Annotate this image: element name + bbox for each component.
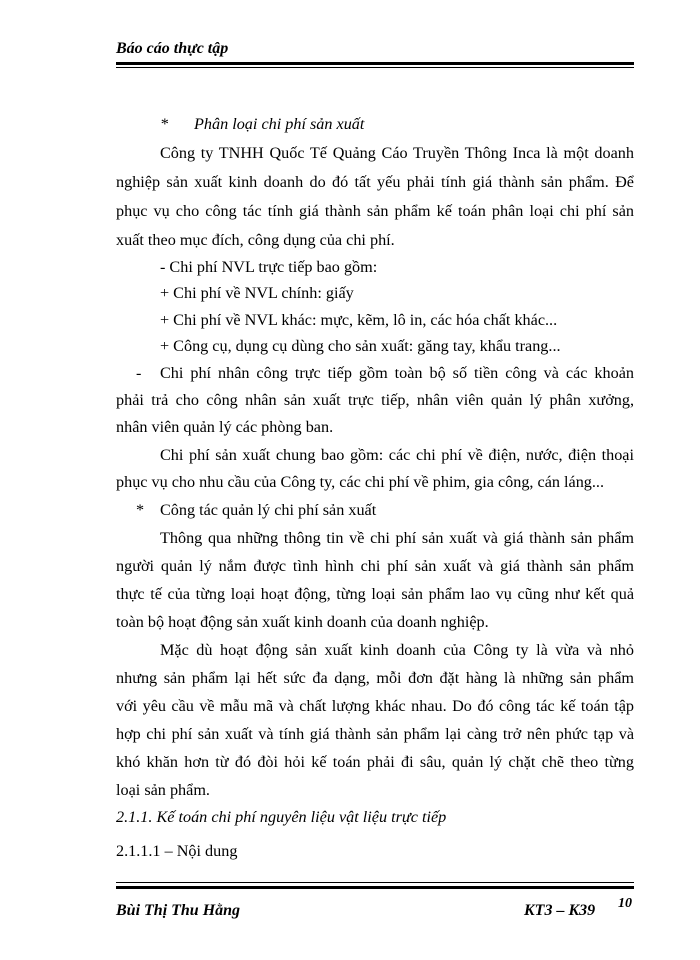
classification-heading	[160, 113, 364, 135]
subsection-heading: 2.1.1.1 – Nội dung	[116, 842, 238, 860]
paragraph-line: nhưng sản phẩm lại hết sức đa dạng, mỗi đơn đặt hàng là những sản phẩm	[116, 669, 634, 687]
dash-bullet: -	[136, 364, 142, 382]
footer-rule	[116, 886, 634, 889]
list-item: + Chi phí về NVL khác: mực, kẽm, lô in, các hóa chất khác...	[160, 311, 558, 329]
paragraph-line: thực tế của từng loại hoạt động, từng loại sản phẩm lao vụ cũng như kết quả	[116, 585, 634, 603]
paragraph-line: phải trả cho công nhân sản xuất trực tiếp, nhân viên quản lý phân xưởng,	[116, 391, 634, 409]
footer-author: Bùi Thị Thu Hằng	[116, 902, 241, 919]
paragraph-line: với yêu cầu về mẫu mã và chất lượng khác nhau. Do đó công tác kế toán tập	[116, 697, 634, 715]
footer-class-code: KT3 – K39	[524, 902, 596, 919]
paragraph-line: khó khăn hơn từ đó đòi hỏi kế toán phải đi sâu, quản lý chặt chẽ theo từng	[116, 753, 634, 771]
paragraph-line: Chi phí nhân công trực tiếp gồm toàn bộ số tiền công và các khoản	[160, 364, 634, 382]
paragraph-line: Mặc dù hoạt động sản xuất kinh doanh của Công ty là vừa và nhỏ	[160, 641, 634, 659]
paragraph-line: người quản lý nắm được tình hình chi phí sản xuất và giá thành sản phẩm	[116, 557, 634, 575]
list-item: - Chi phí NVL trực tiếp bao gồm:	[160, 258, 378, 276]
paragraph-line: toàn bộ hoạt động sản xuất kinh doanh của doanh nghiệp.	[116, 613, 489, 631]
star-bullet: *	[136, 501, 145, 519]
paragraph-line: xuất theo mục đích, công dụng của chi phí.	[116, 231, 395, 249]
paragraph-line: nhân viên quản lý các phòng ban.	[116, 418, 334, 436]
star-bullet: *	[160, 115, 169, 133]
list-item: + Công cụ, dụng cụ dùng cho sản xuất: găng tay, khẩu trang...	[160, 337, 561, 355]
paragraph-line: hợp chi phí sản xuất và tính giá thành sản phẩm lại càng trở nên phức tạp và	[116, 725, 634, 743]
paragraph-line: Chi phí sản xuất chung bao gồm: các chi phí về điện, nước, điện thoại	[160, 446, 634, 464]
header-title: Báo cáo thực tập	[116, 40, 229, 57]
header-rule	[116, 62, 634, 65]
paragraph-line: phục vụ cho nhu cầu của Công ty, các chi phí về phim, gia công, cán láng...	[116, 473, 605, 491]
paragraph-line: loại sản phẩm.	[116, 781, 210, 799]
footer-rule-thin	[116, 882, 634, 883]
section-heading: 2.1.1. Kế toán chi phí nguyên liệu vật liệu trực tiếp	[116, 808, 447, 826]
management-heading	[136, 499, 376, 521]
header-rule-thin	[116, 67, 634, 68]
page-number: 10	[618, 896, 632, 911]
paragraph-line: Thông qua những thông tin về chi phí sản xuất và giá thành sản phẩm	[160, 529, 634, 547]
paragraph-line: Công ty TNHH Quốc Tế Quảng Cáo Truyền Thông Inca là một doanh	[160, 144, 634, 162]
management-heading-text: Công tác quản lý chi phí sản xuất	[160, 501, 377, 519]
paragraph-line: phục vụ cho công tác tính giá thành sản phẩm kế toán phân loại chi phí sản	[116, 202, 634, 220]
paragraph-line: nghiệp sản xuất kinh doanh do đó tất yếu phải tính giá thành sản phẩm. Để	[116, 173, 634, 191]
list-item: + Chi phí về NVL chính: giấy	[160, 284, 354, 302]
classification-heading-text: Phân loại chi phí sản xuất	[194, 115, 365, 133]
